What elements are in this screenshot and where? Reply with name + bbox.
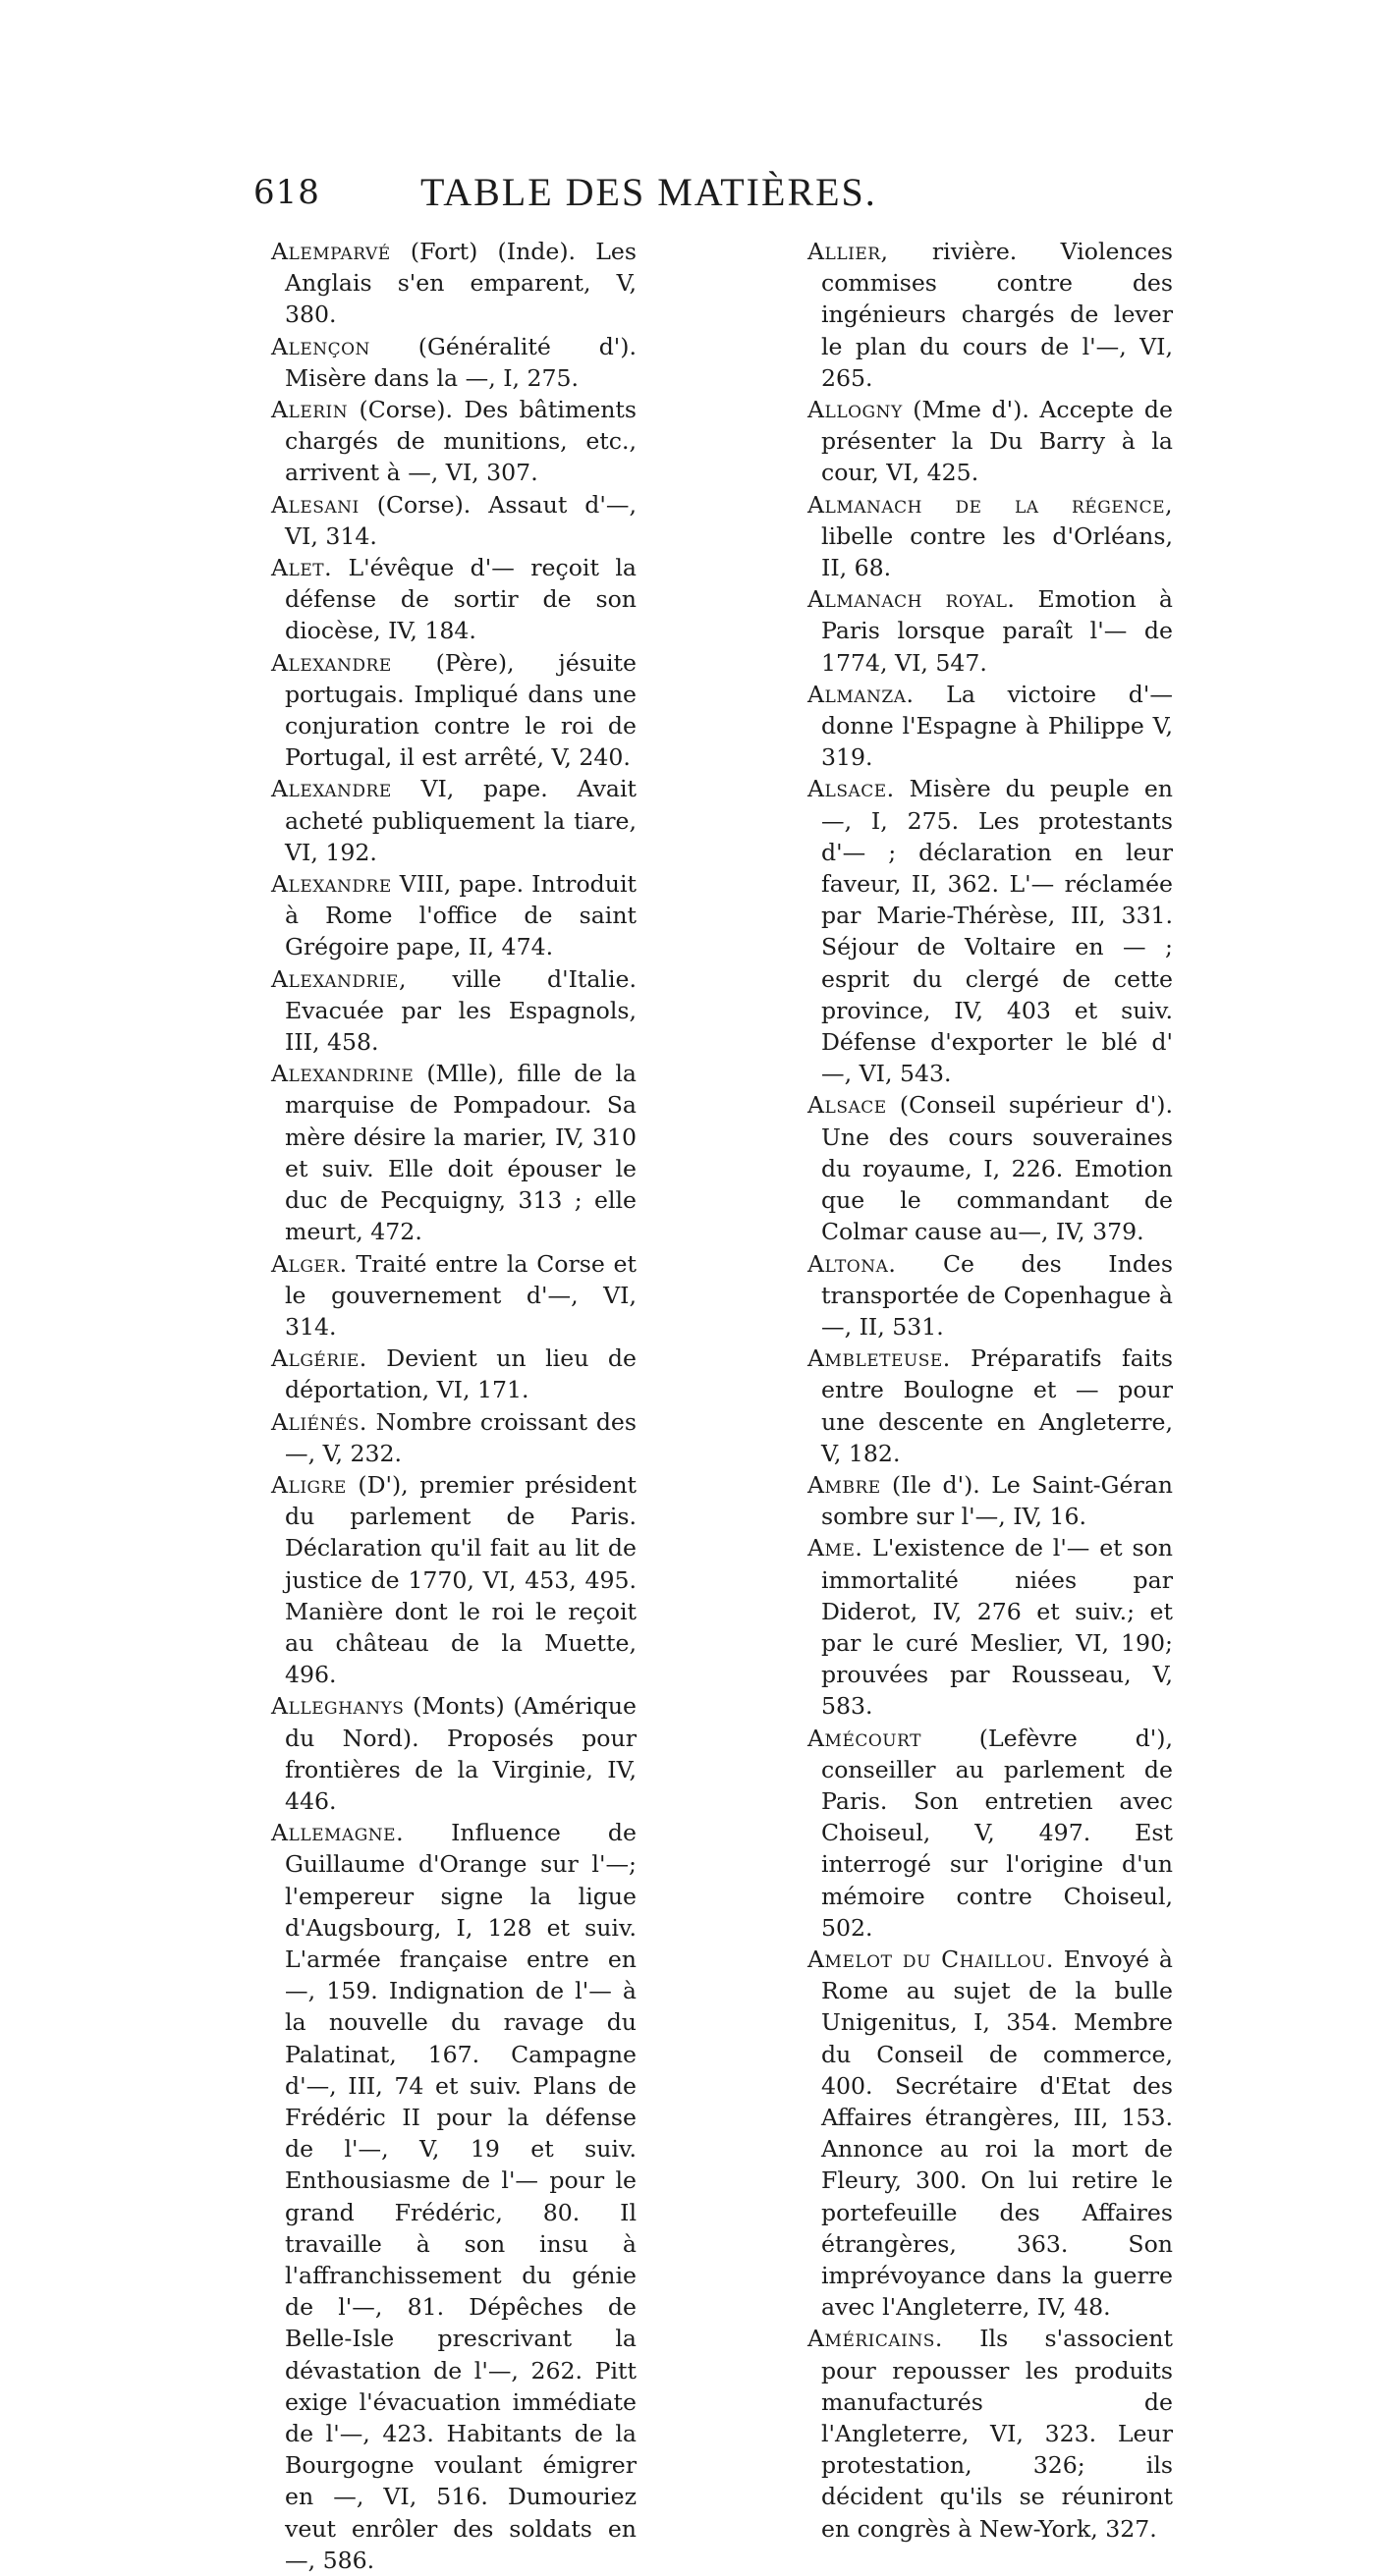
index-entry <box>271 1058 637 1247</box>
index-entry <box>271 1690 637 1817</box>
index-entry <box>271 1248 637 1343</box>
entry-text: L'existence de l'— et son immortalité niées par Diderot, IV, 276 et suiv.; et par le curé Meslier, VI, 190; prouvées par Rousseau, V, 583. <box>821 1534 1173 1721</box>
entry-text: Ils s'associent pour repousser les produits manufacturés de l'Angleterre, VI, 323. Leur protestation, 326; ils décident qu'ils se réuniront en congrès à New-York, 327. <box>821 2325 1173 2543</box>
entry-headword: Alsace <box>807 1091 887 1120</box>
index-entry <box>807 1532 1173 1722</box>
entry-text: (Ile d'). Le Saint-Géran sombre sur l'—, IV, 16. <box>821 1470 1173 1531</box>
entry-headword: Alexandre <box>271 870 392 899</box>
entry-headword: Aliénés. <box>271 1407 367 1436</box>
entry-headword: Almanach de la régence, <box>807 490 1173 519</box>
page-header <box>253 169 1000 228</box>
entry-headword: Alerin <box>271 396 349 424</box>
entry-text: L'évêque d'— reçoit la défense de sortir de son diocèse, IV, 184. <box>285 554 637 645</box>
index-entry <box>807 236 1173 394</box>
index-entry <box>271 236 637 331</box>
entry-text: (Lefèvre d'), conseiller au parlement de Paris. Son entretien avec Choiseul, V, 497. Est interrogé sur l'origine d'un mémoire contre Choiseul, 502. <box>821 1724 1173 1942</box>
entry-headword: Alemparvé <box>271 238 391 265</box>
index-entry <box>271 647 637 774</box>
entry-text: (D'), premier président du parlement de Paris. Déclaration qu'il fait au lit de justice de 1770, VI, 453, 495. Manière dont le roi le reçoit au château de la Muette, 496. <box>285 1470 637 1689</box>
entry-text: libelle contre les d'Orléans, II, 68. <box>821 521 1173 582</box>
index-entry <box>271 963 637 1059</box>
entry-text: Misère du peuple en —, I, 275. Les protestants d'— ; déclaration en leur faveur, II, 362. L'— réclamée par Marie-Thérèse, III, 331. Séjour de Voltaire en — ; esprit du clergé de cette province, IV, 403 et suiv. Défense d'exporter le blé d' —, VI, 543. <box>821 775 1173 1088</box>
index-entry <box>807 679 1173 774</box>
entry-headword: Algérie. <box>271 1344 367 1373</box>
entry-headword: Amelot du Chaillou. <box>807 1945 1054 1973</box>
entry-headword: Almanza. <box>807 680 915 708</box>
entry-text: Envoyé à Rome au sujet de la bulle Unigenitus, I, 354. Membre du Conseil de commerce, 400. Secrétaire d'Etat des Affaires étrangères, III, 153. Annonce au roi la mort de Fleury, 300. On lui retire le portefeuille des Affaires étrangères, 363. Son imprévoyance dans la guerre avec l'Angleterre, IV, 48. <box>821 1945 1173 2322</box>
entry-text: VI, pape. Avait acheté publiquement la tiare, VI, 192. <box>285 775 637 866</box>
index-entry <box>271 489 637 552</box>
entry-text: (Monts) (Amérique du Nord). Proposés pour frontières de la Virginie, IV, 446. <box>285 1692 637 1815</box>
entry-headword: Alexandre <box>271 648 392 677</box>
entry-headword: Alexandrie, <box>271 964 407 993</box>
right-column <box>807 236 1173 2545</box>
index-entry <box>271 1343 637 1405</box>
entry-headword: Allemagne. <box>271 1819 405 1847</box>
entry-text: Traité entre la Corse et le gouvernement d'—, VI, 314. <box>285 1249 637 1341</box>
entry-headword: Almanach royal. <box>807 585 1016 614</box>
entry-headword: Ambre <box>807 1470 881 1499</box>
entry-text: rivière. Violences commises contre des ingénieurs chargés de lever le plan du cours de l'—, VI, 265. <box>821 238 1173 392</box>
index-entry <box>807 1089 1173 1247</box>
entry-text: Préparatifs faits entre Boulogne et — pour une descente en Angleterre, V, 182. <box>821 1344 1173 1467</box>
entry-headword: Américains. <box>807 2325 943 2353</box>
entry-headword: Allogny <box>807 396 903 424</box>
left-column <box>271 236 637 2576</box>
entry-headword: Aligre <box>271 1470 347 1499</box>
entry-headword: Alesani <box>271 490 360 519</box>
page-number: 618 <box>253 173 320 212</box>
entry-text: (Corse). Assaut d'—, VI, 314. <box>285 490 637 550</box>
index-entry <box>271 1406 637 1469</box>
index-entry <box>271 868 637 963</box>
entry-headword: Alexandre <box>271 775 392 803</box>
index-entry <box>807 1944 1173 2323</box>
entry-text: (Mlle), fille de la marquise de Pompadour. Sa mère désire la marier, IV, 310 et suiv. Elle doit épouser le duc de Pecquigny, 313 ; elle meurt, 472. <box>285 1060 637 1246</box>
index-entry <box>807 394 1173 489</box>
entry-headword: Alexandrine <box>271 1060 415 1088</box>
index-entry <box>807 583 1173 679</box>
entry-text: (Généralité d'). Misère dans la —, I, 275. <box>285 332 637 392</box>
index-entry <box>807 773 1173 1089</box>
entry-text: Devient un lieu de déportation, VI, 171. <box>285 1344 637 1404</box>
index-entry <box>807 2323 1173 2544</box>
index-entry <box>271 394 637 489</box>
index-entry <box>807 489 1173 584</box>
entry-headword: Allier, <box>807 238 889 265</box>
index-entry <box>271 331 637 394</box>
entry-text: VIII, pape. Introduit à Rome l'office de saint Grégoire pape, II, 474. <box>285 870 637 961</box>
entry-headword: Alleghanys <box>271 1692 405 1721</box>
entry-text: (Corse). Des bâtiments chargés de munitions, etc., arrivent à —, VI, 307. <box>285 396 637 487</box>
index-entry <box>807 1723 1173 1944</box>
index-entry <box>271 773 637 868</box>
entry-text: (Fort) (Inde). Les Anglais s'en emparent, V, 380. <box>285 238 637 329</box>
entry-text: Nombre croissant des —, V, 232. <box>285 1407 637 1467</box>
entry-text: (Père), jésuite portugais. Impliqué dans une conjuration contre le roi de Portugal, il est arrêté, V, 240. <box>285 648 637 772</box>
entry-headword: Ame. <box>807 1534 863 1562</box>
entry-headword: Alençon <box>271 332 370 360</box>
entry-headword: Ambleteuse. <box>807 1344 951 1373</box>
entry-text: (Conseil supérieur d'). Une des cours souveraines du royaume, I, 226. Emotion que le commandant de Colmar cause au—, IV, 379. <box>821 1091 1173 1246</box>
running-title: TABLE DES MATIÈRES. <box>420 170 877 214</box>
entry-text: Emotion à Paris lorsque paraît l'— de 1774, VI, 547. <box>821 585 1174 677</box>
entry-text: Ce des Indes transportée de Copenhague à —, II, 531. <box>821 1249 1173 1341</box>
entry-text: (Mme d'). Accepte de présenter la Du Barry à la cour, VI, 425. <box>821 396 1173 487</box>
entry-headword: Altona. <box>807 1249 897 1278</box>
entry-headword: Alger. <box>271 1249 348 1278</box>
entry-text: La victoire d'— donne l'Espagne à Philippe V, 319. <box>821 680 1173 772</box>
index-entry <box>271 1817 637 2576</box>
index-entry <box>807 1343 1173 1469</box>
index-entry <box>807 1469 1173 1532</box>
index-entry <box>807 1248 1173 1343</box>
entry-text: ville d'Italie. Evacuée par les Espagnols, III, 458. <box>285 964 637 1057</box>
entry-text: Influence de Guillaume d'Orange sur l'—; l'empereur signe la ligue d'Augsbourg, I, 128 et suiv. L'armée française entre en —, 159. Indignation de l'— à la nouvelle du ravage du Palatinat, 167. Campagne d'—, III, 74 et suiv. Plans de Frédéric II pour la défense de l'—, V, 19 et suiv. Enthousiasme de l'— pour le grand Frédéric, 80. Il travaille à son insu à l'affranchissement du génie de l'—, 81. Dépêches de Belle-Isle prescrivant la dévastation de l'—, 262. Pitt exige l'évacuation immédiate de l'—, 423. Habitants de la Bourgogne voulant émigrer en —, VI, 516. Dumouriez veut enrôler des soldats en —, 586. <box>285 1819 637 2574</box>
entry-headword: Alet. <box>271 554 333 582</box>
index-entry <box>271 1469 637 1690</box>
index-entry <box>271 552 637 647</box>
entry-headword: Alsace. <box>807 775 895 803</box>
entry-headword: Amécourt <box>807 1724 921 1752</box>
